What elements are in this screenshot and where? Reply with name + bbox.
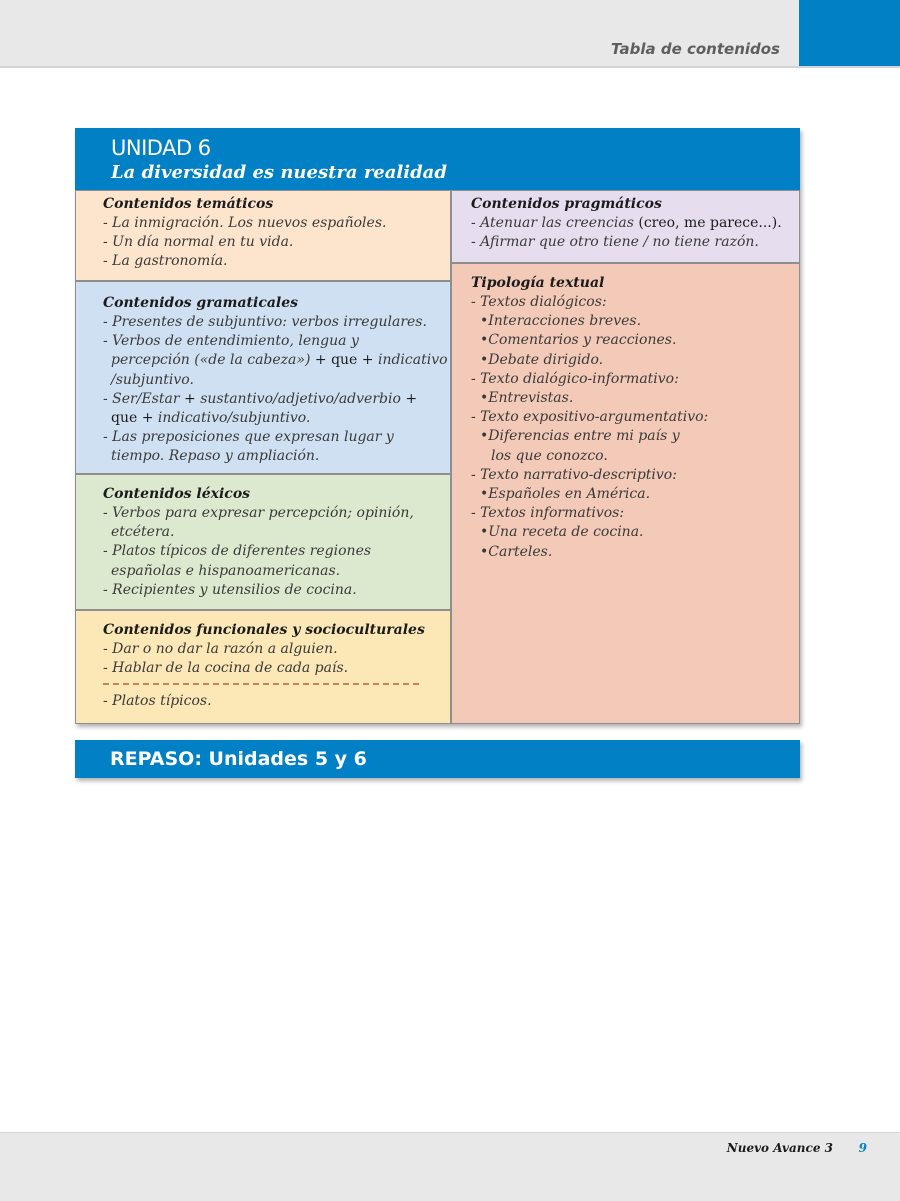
unit-6-table — [75, 128, 800, 724]
list-item: - Dar o no dar la razón a alguien. — [103, 641, 338, 657]
list-item: - Verbos de entendimiento, lengua y — [103, 333, 359, 350]
cell-title: Tipología textual — [471, 275, 605, 291]
list-item: - Presentes de subjuntivo: verbos irregulares. — [103, 314, 427, 330]
page-section-title: Tabla de contenidos — [611, 40, 780, 58]
list-item: - Platos típicos de diferentes regiones — [103, 543, 372, 560]
bullet-item: •Carteles. — [480, 543, 553, 560]
list-item: - Recipientes y utensilios de cocina. — [103, 581, 357, 598]
text-part: percepción («de la cabeza») — [111, 352, 311, 369]
bullet-item: •Interacciones breves. — [480, 313, 642, 330]
bullet-item: •Una receta de cocina. — [480, 524, 644, 541]
list-item — [471, 214, 799, 233]
text-part: - Atenuar las creencias — [471, 215, 639, 231]
list-item: - Las preposiciones que expresan lugar y — [103, 429, 394, 446]
text-part: (creo, me parece...). — [638, 215, 782, 231]
unit-header — [75, 128, 800, 190]
cell-contenidos-pragmaticos — [451, 190, 800, 263]
cell-title: Contenidos funcionales y socioculturales — [103, 622, 425, 638]
bullet-item: •Diferencias entre mi país y — [480, 428, 680, 445]
list-item — [103, 390, 450, 409]
header-accent-block — [799, 0, 900, 66]
text-part: - Ser/Estar — [103, 390, 180, 407]
list-item: - Texto dialógico-informativo: — [471, 370, 679, 387]
page-number: 9 — [858, 1141, 867, 1155]
dashed-divider — [103, 683, 419, 685]
list-item-cont — [111, 351, 450, 370]
text-part: indicativo — [377, 352, 448, 369]
list-item: - Texto narrativo-descriptivo: — [471, 466, 677, 483]
list-item: - Platos típicos. — [103, 693, 212, 710]
cell-tipologia-textual — [451, 263, 800, 724]
list-item: - La gastronomía. — [103, 253, 228, 270]
list-item: - Textos dialógicos: — [471, 294, 607, 310]
list-item: - La inmigración. Los nuevos españoles. — [103, 215, 387, 231]
cell-title: Contenidos gramaticales — [103, 295, 299, 311]
cell-contenidos-funcionales — [75, 610, 451, 724]
unit-subtitle: La diversidad es nuestra realidad — [111, 162, 447, 183]
list-item-cont: /subjuntivo. — [111, 371, 194, 388]
cell-contenidos-tematicos — [75, 190, 451, 281]
cell-contenidos-gramaticales — [75, 281, 451, 474]
list-item-cont: etcétera. — [111, 524, 175, 541]
list-item: - Verbos para expresar percepción; opinión, — [103, 505, 414, 521]
bullet-item-cont: los que conozco. — [491, 447, 608, 464]
list-item: - Texto expositivo-argumentativo: — [471, 409, 709, 426]
footer-book-title: Nuevo Avance 3 — [726, 1141, 833, 1155]
repaso-label: REPASO: Unidades 5 y 6 — [110, 748, 367, 770]
list-item: - Un día normal en tu vida. — [103, 234, 294, 251]
cell-title: Contenidos temáticos — [103, 196, 274, 212]
bullet-item: •Debate dirigido. — [480, 351, 604, 368]
cell-title: Contenidos léxicos — [103, 486, 251, 502]
cell-title: Contenidos pragmáticos — [471, 196, 662, 212]
list-item-cont: tiempo. Repaso y ampliación. — [111, 448, 320, 465]
text-part: sustantivo/adjetivo/adverbio — [200, 390, 401, 407]
text-part: indicativo/subjuntivo. — [157, 410, 311, 427]
text-part: + — [400, 390, 418, 407]
list-item: - Textos informativos: — [471, 505, 625, 522]
text-part: + — [179, 390, 201, 407]
text-part: que + — [111, 410, 158, 427]
text-part: + que + — [310, 352, 378, 369]
cell-contenidos-lexicos — [75, 474, 451, 610]
list-item: - Hablar de la cocina de cada país. — [103, 660, 349, 677]
bullet-item: •Comentarios y reacciones. — [480, 332, 677, 349]
bullet-item: •Españoles en América. — [480, 486, 651, 503]
list-item-cont: españolas e hispanoamericanas. — [111, 562, 341, 579]
list-item: - Afirmar que otro tiene / no tiene razón. — [471, 234, 759, 251]
repaso-bar — [75, 740, 800, 778]
unit-number: UNIDAD 6 — [111, 136, 211, 160]
list-item-cont — [111, 409, 450, 428]
bullet-item: •Entrevistas. — [480, 390, 574, 407]
